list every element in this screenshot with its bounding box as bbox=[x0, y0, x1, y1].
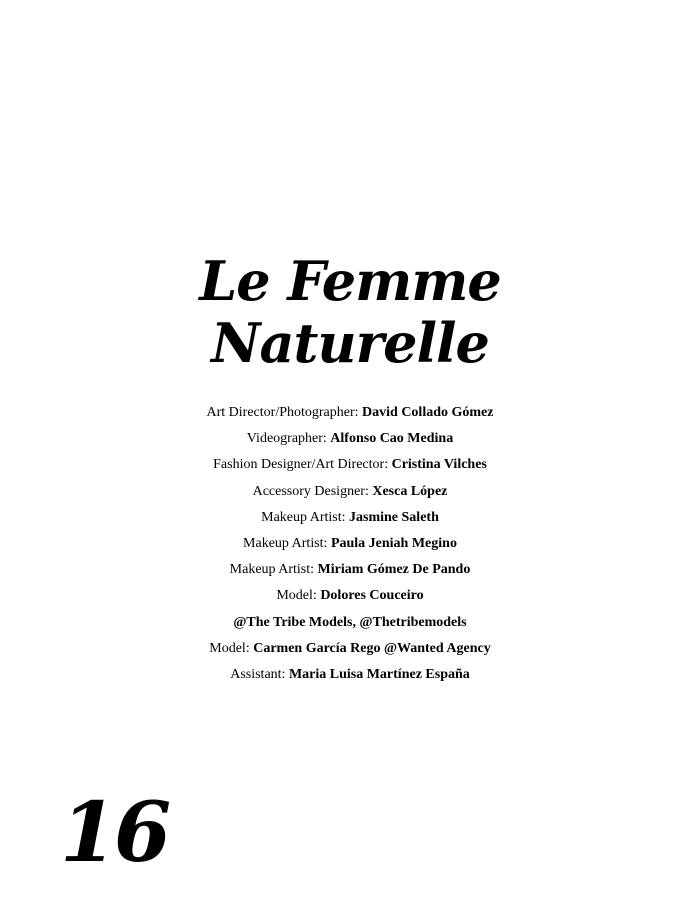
credit-name: Dolores Couceiro bbox=[320, 588, 424, 604]
credit-role: Makeup Artist: bbox=[229, 562, 318, 578]
credit-role: Model: bbox=[276, 588, 321, 604]
credit-line bbox=[0, 557, 700, 583]
title-line-1: Le Femme bbox=[199, 249, 501, 314]
credit-line bbox=[0, 583, 700, 609]
credit-line bbox=[0, 531, 700, 557]
credit-line bbox=[0, 610, 700, 636]
credit-line bbox=[0, 505, 700, 531]
title-line-2: Naturelle bbox=[211, 311, 489, 376]
credit-role: Art Director/Photographer: bbox=[206, 405, 363, 420]
credit-line bbox=[0, 452, 700, 478]
credit-role: Makeup Artist: bbox=[261, 509, 350, 525]
credit-role: Assistant: bbox=[230, 667, 289, 683]
credit-line bbox=[0, 479, 700, 505]
credit-name: Alfonso Cao Medina bbox=[330, 431, 454, 447]
credits-list bbox=[0, 400, 700, 688]
credit-name: Paula Jeniah Megino bbox=[330, 536, 457, 552]
credit-name: @The Tribe Models, @Thetribemodels bbox=[233, 614, 467, 630]
credit-line bbox=[0, 662, 700, 688]
credit-line bbox=[0, 636, 700, 662]
credit-role: Videographer: bbox=[246, 431, 331, 447]
credit-role: Accessory Designer: bbox=[252, 483, 373, 499]
credit-name: Xesca López bbox=[372, 483, 448, 499]
credit-name: Cristina Vilches bbox=[391, 457, 487, 473]
credit-name: Jasmine Saleth bbox=[349, 509, 439, 525]
credit-line bbox=[0, 426, 700, 452]
credit-name: Maria Luisa Martínez España bbox=[288, 667, 470, 683]
credit-name: Carmen García Rego @Wanted Agency bbox=[253, 640, 491, 656]
credit-name: Miriam Gómez De Pando bbox=[317, 562, 471, 578]
credit-role: Fashion Designer/Art Director: bbox=[213, 457, 392, 473]
credit-name: David Collado Gómez bbox=[362, 405, 494, 420]
credit-role: Model: bbox=[209, 640, 254, 656]
credit-role: Makeup Artist: bbox=[243, 536, 331, 552]
page-title bbox=[0, 250, 700, 374]
page-number: 16 bbox=[60, 785, 169, 881]
credit-line bbox=[0, 400, 700, 426]
